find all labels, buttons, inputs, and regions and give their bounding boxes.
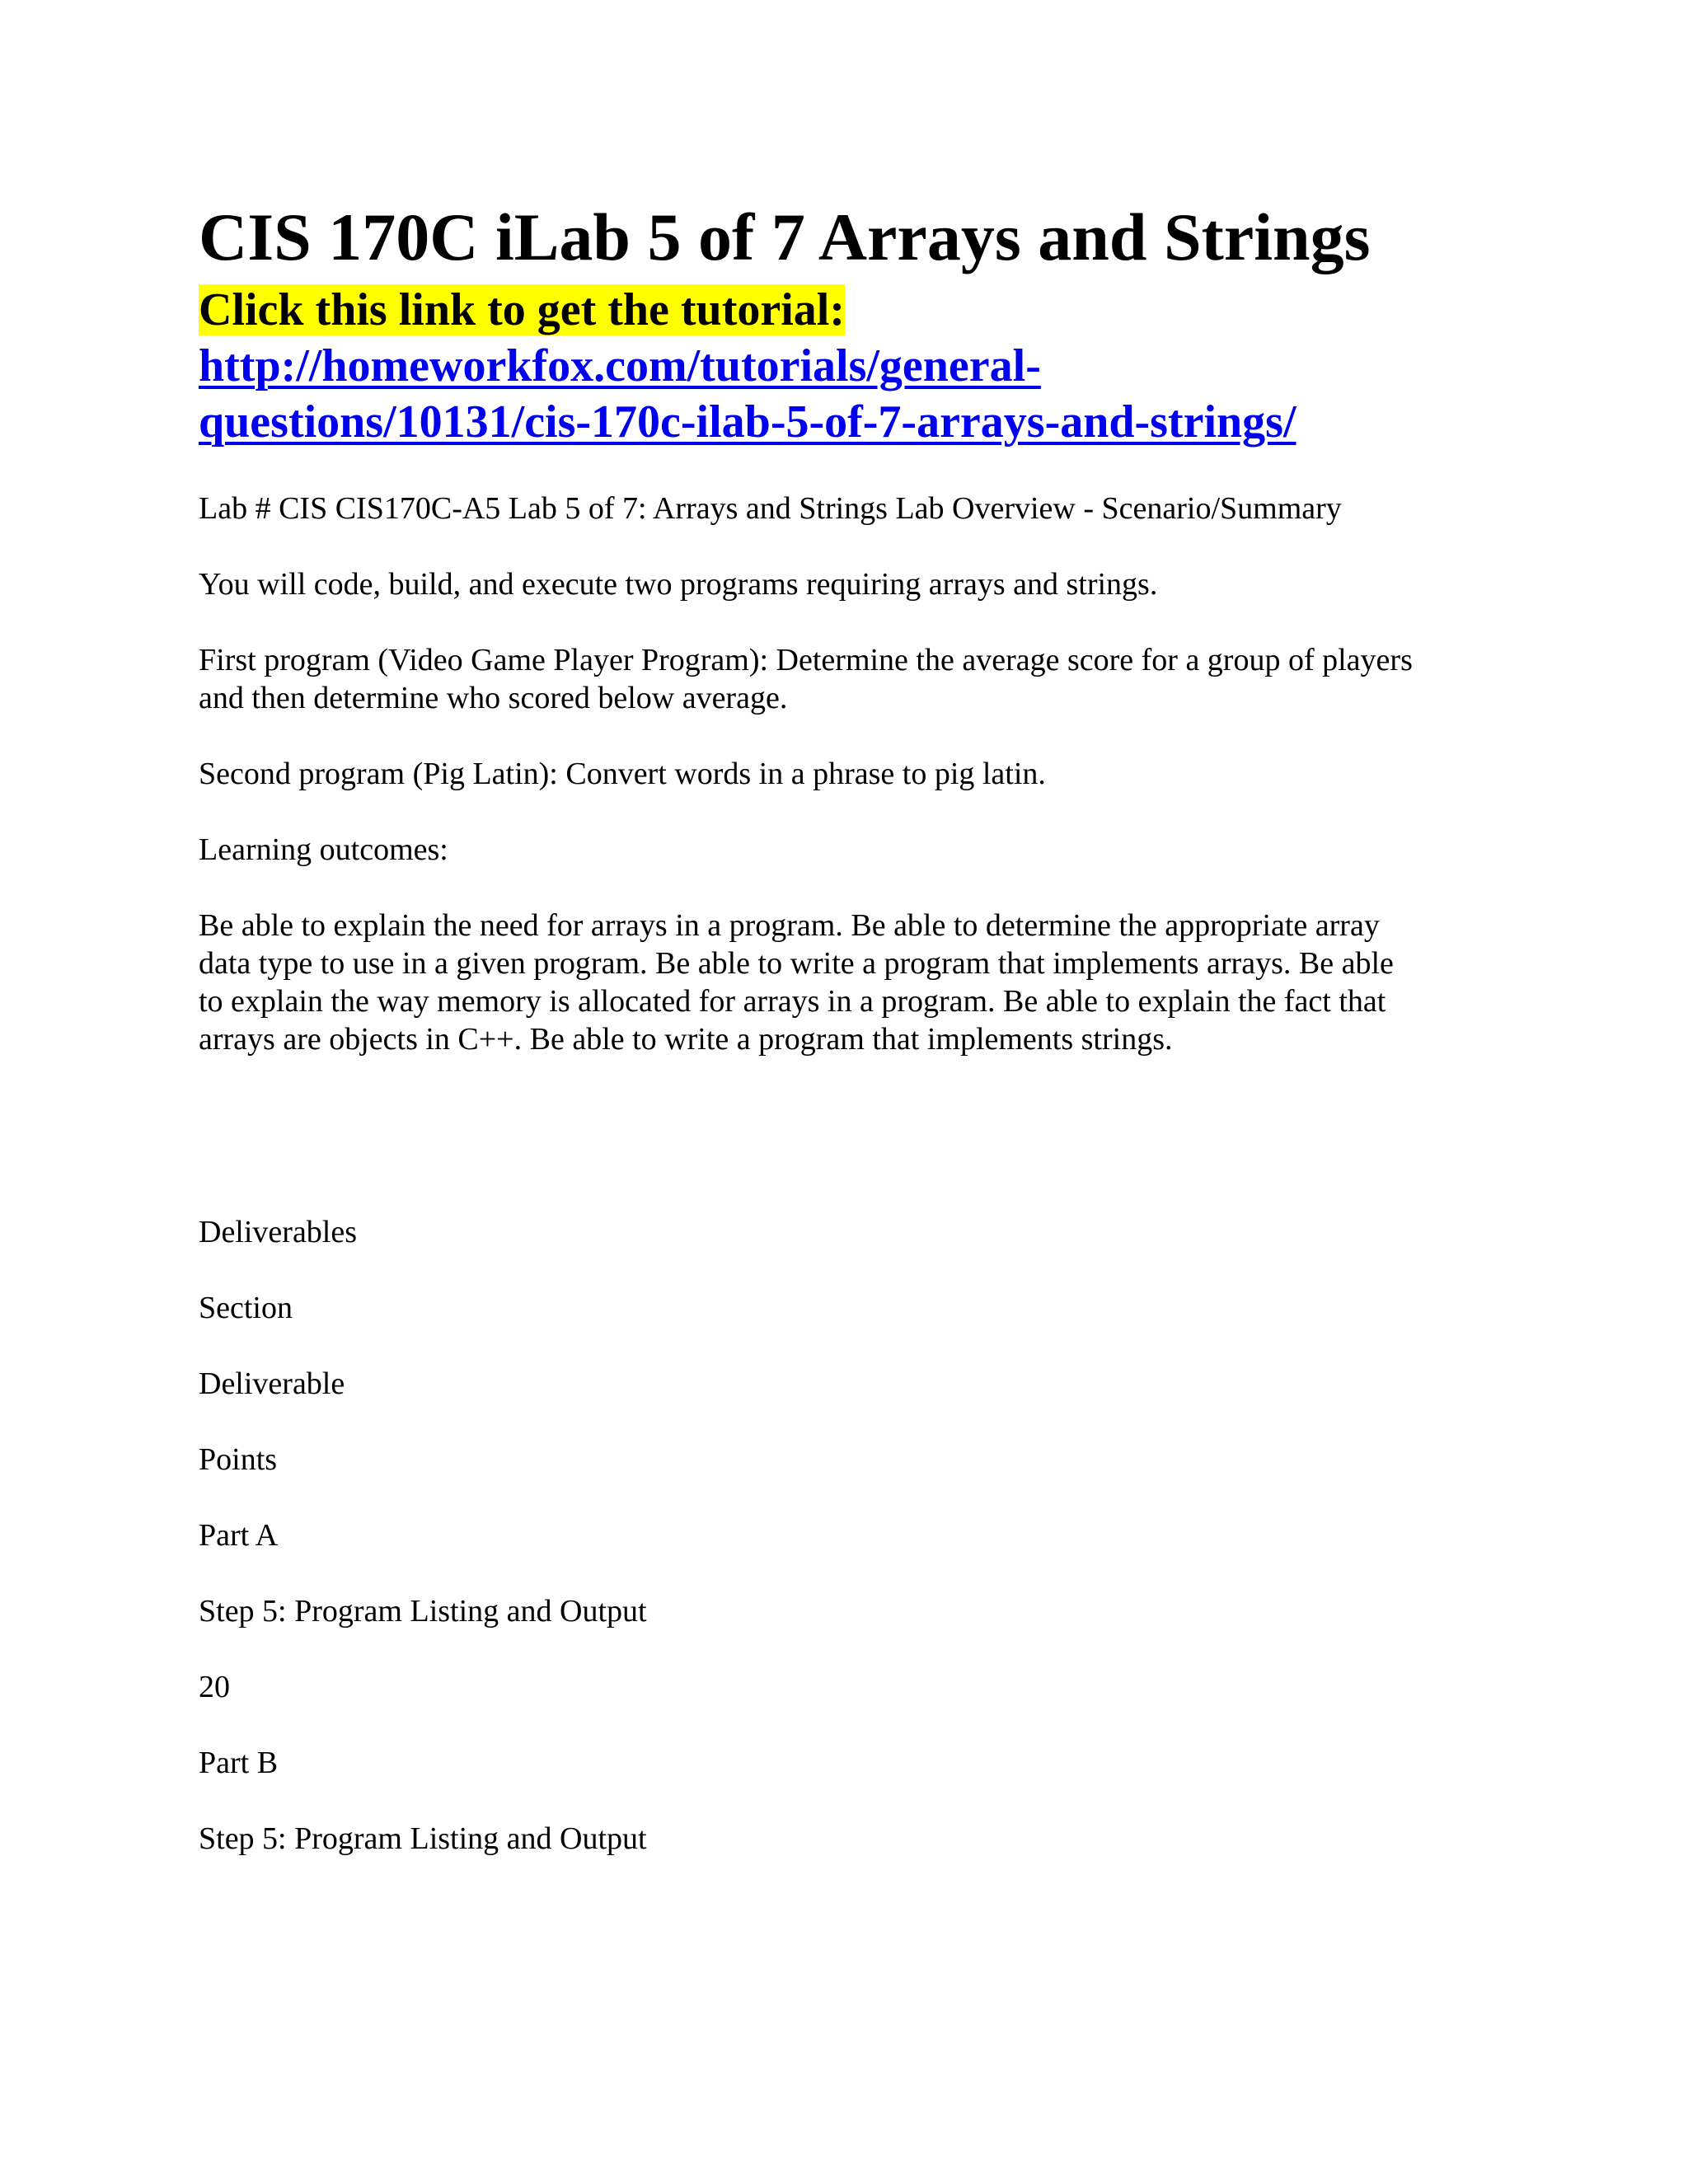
outcomes-line: data type to use in a given program. Be able to write a program that implements arrays. Be able	[199, 946, 1394, 981]
learning-outcomes-paragraph	[199, 907, 1501, 1058]
document-title: CIS 170C iLab 5 of 7 Arrays and Strings	[199, 199, 1371, 274]
part-a-points: 20	[199, 1670, 230, 1704]
part-b-step: Step 5: Program Listing and Output	[199, 1821, 647, 1856]
second-program-paragraph: Second program (Pig Latin): Convert words in a phrase to pig latin.	[199, 757, 1046, 791]
deliverables-points-label: Points	[199, 1442, 278, 1477]
learning-outcomes-label: Learning outcomes:	[199, 832, 448, 867]
part-a-label: Part A	[199, 1518, 279, 1553]
outcomes-line: Be able to explain the need for arrays in a program. Be able to determine the appropriate array	[199, 908, 1380, 943]
tutorial-link-line-2[interactable]: questions/10131/cis-170c-ilab-5-of-7-arrays-and-strings/	[199, 396, 1296, 448]
tutorial-link-line-1[interactable]: http://homeworkfox.com/tutorials/general-	[199, 340, 1041, 391]
intro-paragraph: You will code, build, and execute two programs requiring arrays and strings.	[199, 567, 1158, 602]
outcomes-line: to explain the way memory is allocated for arrays in a program. Be able to explain the fact that	[199, 984, 1386, 1019]
first-program-paragraph	[199, 641, 1501, 717]
part-b-label: Part B	[199, 1746, 279, 1780]
part-a-step: Step 5: Program Listing and Output	[199, 1594, 647, 1629]
first-program-line: and then determine who scored below average.	[199, 681, 788, 715]
deliverables-section-label: Section	[199, 1291, 293, 1325]
tutorial-link-block	[199, 282, 1501, 450]
document-content	[199, 198, 1501, 1858]
lab-header: Lab # CIS CIS170C-A5 Lab 5 of 7: Arrays and Strings Lab Overview - Scenario/Summary	[199, 491, 1342, 526]
outcomes-line: arrays are objects in C++. Be able to write a program that implements strings.	[199, 1022, 1173, 1057]
deliverables-deliverable-label: Deliverable	[199, 1366, 345, 1401]
deliverables-heading: Deliverables	[199, 1215, 358, 1249]
link-prompt: Click this link to get the tutorial:	[199, 284, 845, 335]
first-program-line: First program (Video Game Player Program): Determine the average score for a group of players	[199, 643, 1413, 677]
